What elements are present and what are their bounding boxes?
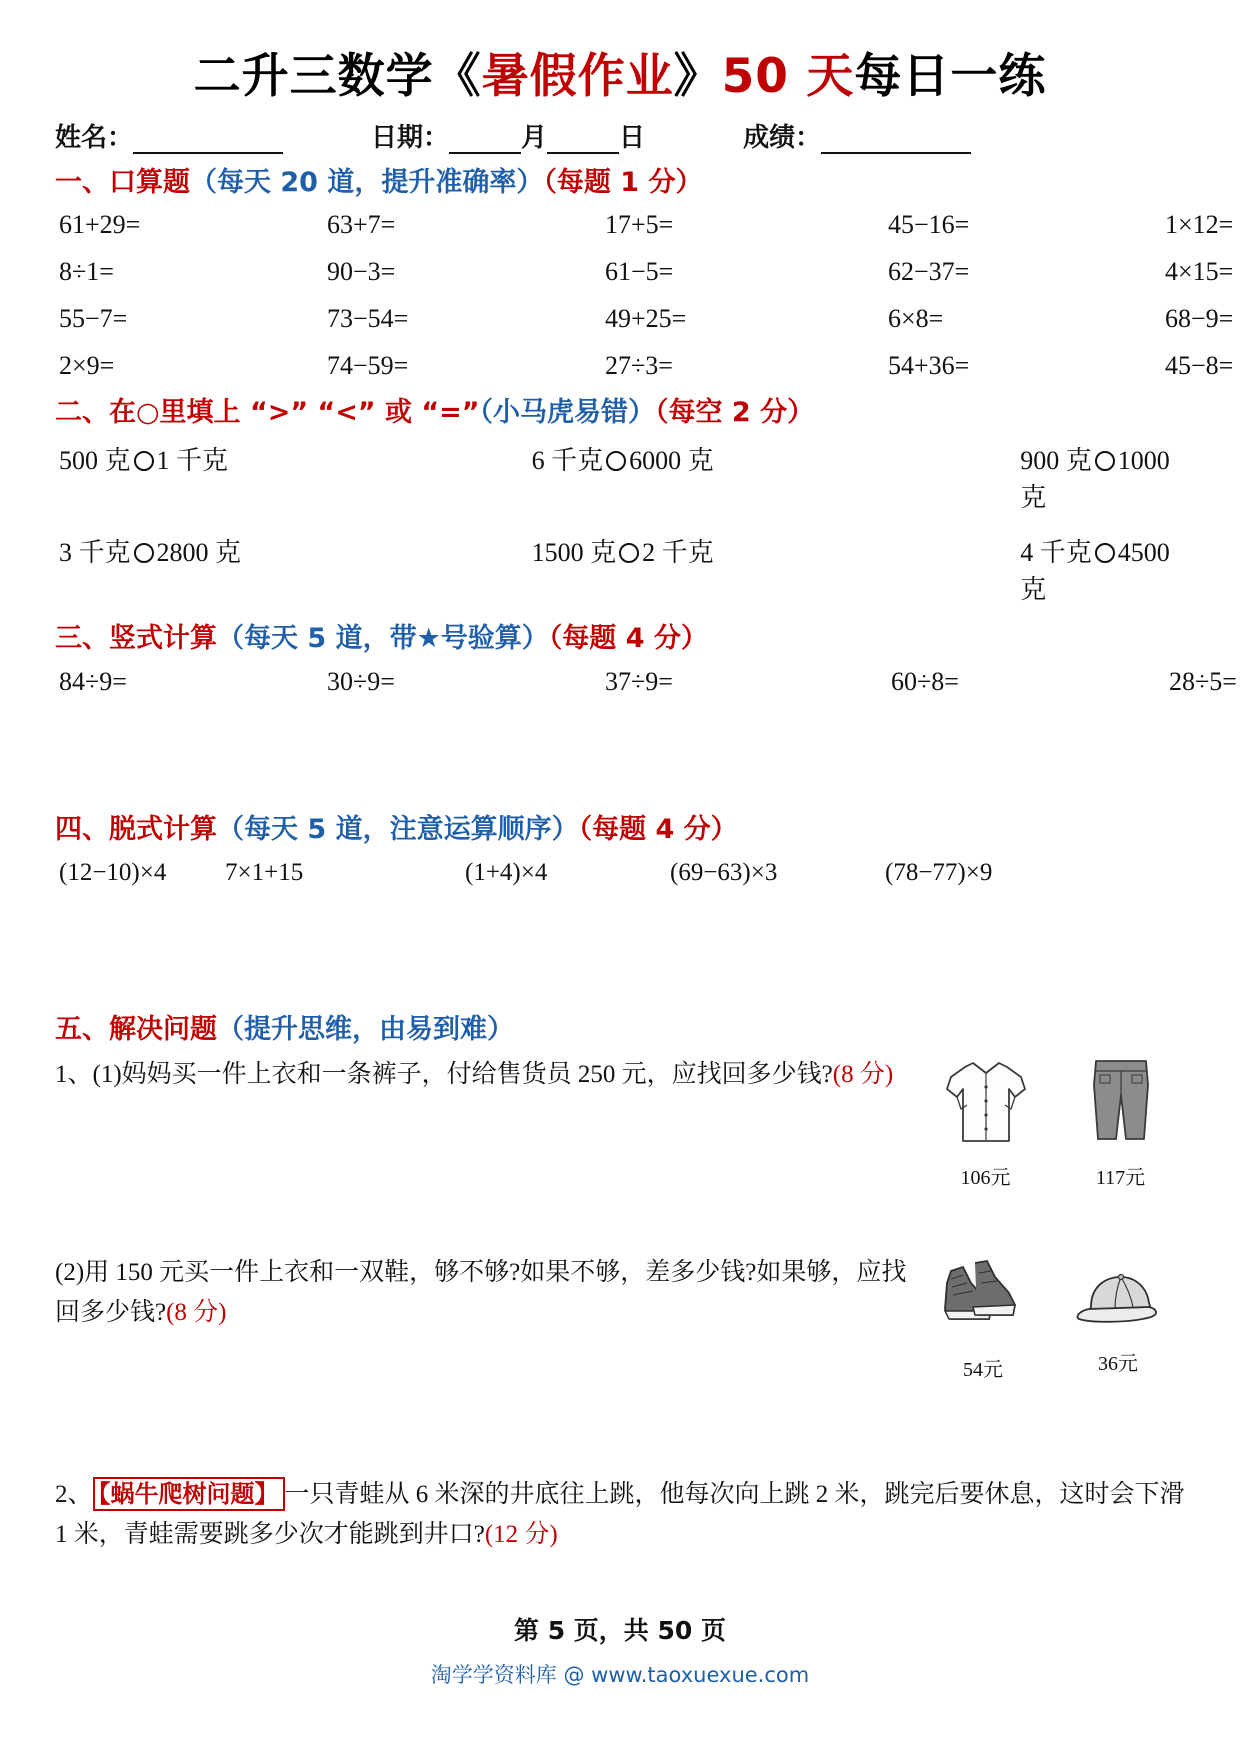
- section-4-number: 四、: [55, 814, 109, 846]
- shoes-icon: [937, 1253, 1029, 1339]
- oral-problem[interactable]: 90−3=: [327, 257, 396, 287]
- word-problem-2: [55, 1475, 1185, 1556]
- section-header-4: [55, 815, 1185, 845]
- shirt-illustration: [943, 1055, 1029, 1195]
- tuoshi-calc-row: [55, 859, 1185, 887]
- oral-problem[interactable]: 74−59=: [327, 351, 409, 381]
- student-info-row: [55, 117, 1185, 154]
- source-watermark: 淘学学资料库 @ www.taoxuexue.com: [430, 1663, 810, 1687]
- section-3-points: （每题 4 分）: [548, 622, 708, 654]
- tuoshi-problem[interactable]: (78−77)×9: [885, 859, 993, 887]
- compare-grid: [55, 440, 1185, 606]
- section-2-number: 二、: [55, 397, 109, 429]
- vertical-calc-workspace[interactable]: [55, 697, 1185, 815]
- shoes-illustration: [937, 1253, 1029, 1387]
- section-4-title: 脱式计算: [109, 814, 217, 846]
- oral-problem[interactable]: 45−8=: [1165, 351, 1234, 381]
- oral-problem[interactable]: 45−16=: [888, 210, 970, 240]
- compare-circle-icon[interactable]: [134, 451, 154, 471]
- tuoshi-problem[interactable]: (69−63)×3: [670, 859, 778, 887]
- compare-item[interactable]: [432, 532, 809, 606]
- word-problem-1b: [55, 1253, 1185, 1387]
- compare-circle-icon[interactable]: [1095, 451, 1115, 471]
- hat-price: 36元: [1098, 1353, 1138, 1376]
- section-header-2: [55, 398, 1185, 428]
- compare-left: 900 克: [1020, 445, 1092, 475]
- tuoshi-problem[interactable]: (1+4)×4: [465, 859, 548, 887]
- oral-calc-grid: [55, 210, 1234, 381]
- oral-problem[interactable]: 8÷1=: [59, 257, 114, 287]
- compare-circle-icon[interactable]: [134, 543, 154, 563]
- section-5-number: 五、: [55, 1014, 109, 1046]
- compare-right: 4500 克: [1020, 537, 1170, 604]
- oral-problem[interactable]: 4×15=: [1165, 257, 1234, 287]
- oral-calc-row: [55, 351, 1234, 381]
- oral-problem[interactable]: 55−7=: [59, 304, 128, 334]
- vertical-problem[interactable]: 60÷8=: [891, 667, 959, 697]
- compare-right: 2 千克: [642, 537, 714, 567]
- section-2-title: 在○里填上 “>” “<” 或 “=”: [109, 397, 480, 429]
- section-header-5: [55, 1015, 1185, 1045]
- tuoshi-problem[interactable]: 7×1+15: [225, 859, 304, 887]
- compare-item[interactable]: [808, 440, 1185, 514]
- shirt-price: 106元: [960, 1167, 1011, 1190]
- month-label: 月: [521, 123, 548, 154]
- section-header-1: [55, 168, 1185, 198]
- section-2-hint: （小马虎易错）: [479, 397, 655, 429]
- word-problem-1b-illustrations: [915, 1253, 1185, 1387]
- title-segment-4: 50 天: [721, 49, 855, 104]
- word-problem-2-tag: 【蜗牛爬树问题】: [93, 1477, 285, 1511]
- oral-calc-row: [55, 304, 1234, 334]
- compare-circle-icon[interactable]: [606, 451, 626, 471]
- hat-icon: [1073, 1269, 1163, 1333]
- word-problem-2-points: (12 分): [484, 1521, 558, 1549]
- page-title: [55, 0, 1185, 104]
- compare-row: [55, 440, 1185, 514]
- compare-item[interactable]: [55, 532, 432, 606]
- name-label: 姓名：: [55, 123, 134, 154]
- date-label: 日期：: [371, 123, 450, 154]
- oral-problem[interactable]: 27÷3=: [605, 351, 673, 381]
- word-problem-1a-body: (1)妈妈买一件上衣和一条裤子，付给售货员 250 元，应找回多少钱?: [92, 1060, 833, 1088]
- pants-price: 117元: [1095, 1167, 1146, 1190]
- compare-left: 500 克: [59, 445, 131, 475]
- compare-circle-icon[interactable]: [1095, 543, 1115, 563]
- vertical-problem[interactable]: 30÷9=: [327, 667, 395, 697]
- section-1-hint: （每天 20 道，提升准确率）: [190, 167, 544, 199]
- word-problem-1a: [55, 1055, 1185, 1195]
- oral-problem[interactable]: 62−37=: [888, 257, 970, 287]
- oral-problem[interactable]: 54+36=: [888, 351, 970, 381]
- section-2-points: （每空 2 分）: [655, 397, 815, 429]
- shoes-price: 54元: [963, 1359, 1003, 1382]
- day-label: 日: [619, 123, 646, 154]
- compare-left: 3 千克: [59, 537, 131, 567]
- pants-icon: [1084, 1055, 1158, 1147]
- tuoshi-problem[interactable]: (12−10)×4: [59, 859, 167, 887]
- compare-left: 1500 克: [531, 537, 617, 567]
- section-5-hint: （提升思维，由易到难）: [217, 1014, 514, 1046]
- word-problem-2-index: 2、: [55, 1480, 93, 1508]
- word-problem-1b-text: [55, 1253, 915, 1334]
- oral-problem[interactable]: 61+29=: [59, 210, 141, 240]
- vertical-problem[interactable]: 37÷9=: [605, 667, 673, 697]
- word-problem-1a-text: [55, 1055, 915, 1096]
- page-number: 第 5 页，共 50 页: [514, 1616, 726, 1645]
- compare-item[interactable]: [432, 440, 809, 514]
- oral-problem[interactable]: 6×8=: [888, 304, 944, 334]
- section-1-title: 口算题: [109, 167, 190, 199]
- section-header-3: [55, 624, 1185, 654]
- vertical-calc-row: [55, 667, 1237, 697]
- word-problem-1a-illustrations: [915, 1055, 1185, 1195]
- section-3-title: 竖式计算: [109, 622, 217, 654]
- oral-problem[interactable]: 73−54=: [327, 304, 409, 334]
- word-problem-1-index: 1、: [55, 1060, 93, 1088]
- day-input[interactable]: [547, 132, 619, 154]
- title-segment-5: 每日一练: [854, 49, 1047, 104]
- title-segment-1: 二升三数学《: [193, 49, 482, 104]
- oral-problem[interactable]: 49+25=: [605, 304, 687, 334]
- section-1-points: （每题 1 分）: [543, 167, 703, 199]
- vertical-problem[interactable]: 84÷9=: [59, 667, 127, 697]
- oral-problem[interactable]: 1×12=: [1165, 210, 1234, 240]
- word-problem-2-body: 一只青蛙从 6 米深的井底往上跳，他每次向上跳 2 米，跳完后要休息，这时会下滑 1 米，青蛙需要跳多少次才能跳到井口?: [55, 1480, 1185, 1549]
- oral-problem[interactable]: 68−9=: [1165, 304, 1234, 334]
- section-4-hint: （每天 5 道，注意运算顺序）: [217, 814, 579, 846]
- compare-item[interactable]: [808, 532, 1185, 606]
- compare-right: 2800 克: [156, 537, 242, 567]
- compare-left: 4 千克: [1020, 537, 1092, 567]
- oral-calc-row: [55, 257, 1234, 287]
- page-footer: [0, 1611, 1240, 1689]
- oral-problem[interactable]: 63+7=: [327, 210, 396, 240]
- hat-illustration: [1073, 1253, 1163, 1387]
- score-input[interactable]: [821, 132, 971, 154]
- pants-illustration: [1084, 1055, 1158, 1195]
- section-4-points: （每题 4 分）: [578, 814, 738, 846]
- tuoshi-calc-workspace[interactable]: [55, 887, 1185, 1015]
- vertical-problem[interactable]: 28÷5=: [1169, 667, 1237, 697]
- oral-problem[interactable]: 61−5=: [605, 257, 674, 287]
- title-segment-3: 》: [673, 49, 722, 104]
- month-input[interactable]: [449, 132, 521, 154]
- compare-right: 1 千克: [156, 445, 229, 475]
- compare-right: 6000 克: [629, 445, 714, 475]
- section-5-title: 解决问题: [109, 1014, 217, 1046]
- word-problem-1a-points: (8 分): [832, 1060, 894, 1088]
- score-label: 成绩：: [743, 123, 822, 154]
- section-3-hint: （每天 5 道，带★号验算）: [217, 622, 549, 654]
- compare-left: 6 千克: [531, 445, 604, 475]
- word-problem-1b-points: (8 分): [166, 1299, 227, 1327]
- shirt-icon: [943, 1055, 1029, 1147]
- section-1-number: 一、: [55, 167, 109, 199]
- oral-problem[interactable]: 17+5=: [605, 210, 674, 240]
- oral-problem[interactable]: 2×9=: [59, 351, 115, 381]
- compare-right: 1000 克: [1020, 445, 1170, 512]
- word-problem-1b-body: (2)用 150 元买一件上衣和一双鞋，够不够?如果不够，差多少钱?如果够，应找回多少钱?: [55, 1258, 907, 1327]
- title-segment-2: 暑假作业: [481, 49, 674, 104]
- compare-item[interactable]: [55, 440, 432, 514]
- section-3-number: 三、: [55, 622, 109, 654]
- compare-circle-icon[interactable]: [619, 543, 639, 563]
- name-input[interactable]: [133, 132, 283, 154]
- oral-calc-row: [55, 210, 1234, 240]
- compare-row: [55, 532, 1185, 606]
